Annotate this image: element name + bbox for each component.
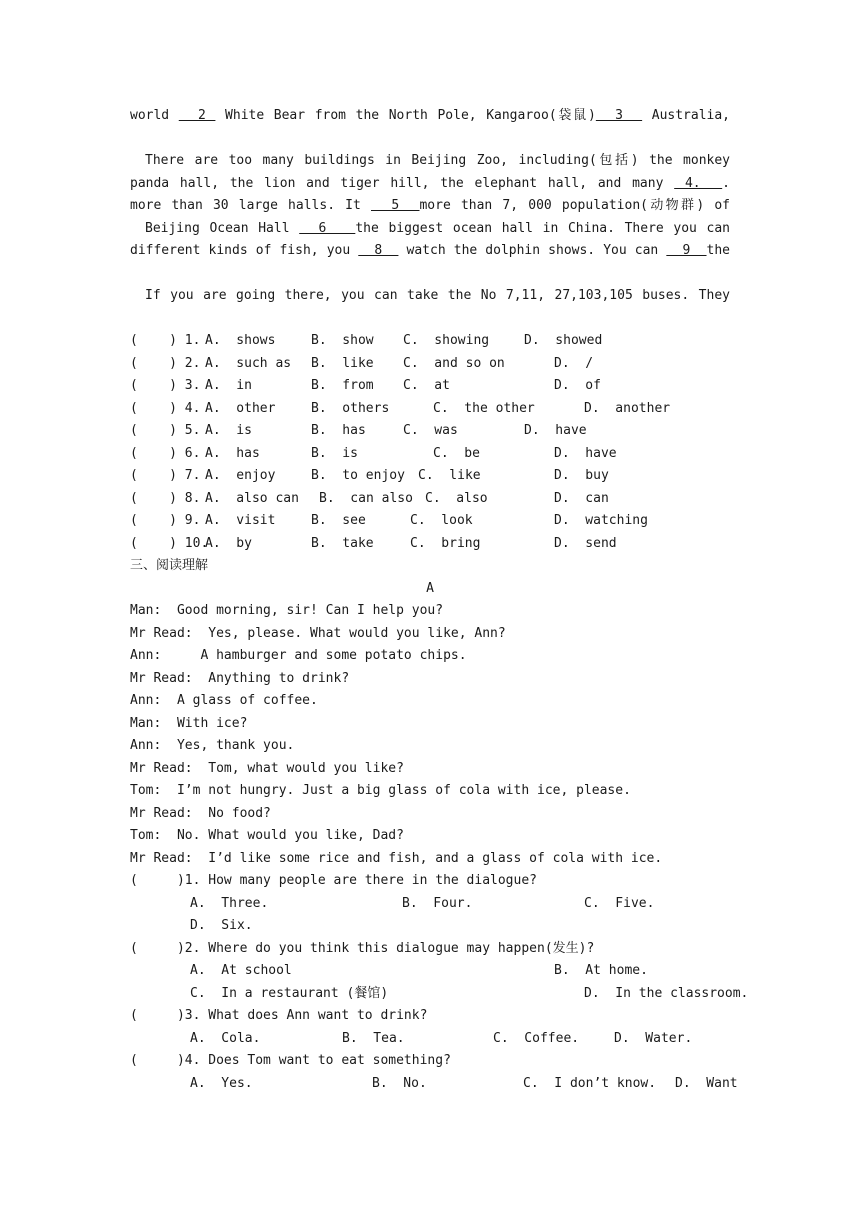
question-number: ( ) 7. (130, 468, 201, 483)
passage-text: the biggest ocean hall in China. There you can (355, 220, 730, 236)
cloze-passage (130, 105, 730, 330)
option-row (130, 1028, 730, 1051)
option-b: B. has (311, 423, 366, 438)
option-row (130, 465, 730, 488)
option-d: D. send (554, 535, 617, 551)
option-row (130, 488, 730, 511)
option-row (130, 420, 730, 443)
option-a: A. visit (205, 513, 276, 528)
dialogue-line: Tom: No. What would you like, Dad? (130, 828, 404, 843)
option-c: C. at (403, 378, 450, 393)
option-c: C. I don’t know. (523, 1075, 657, 1091)
option-c: C. be (433, 445, 480, 461)
option-a: A. has (205, 445, 260, 461)
part-label: A (426, 580, 434, 596)
option-row (130, 510, 730, 533)
option-row (130, 353, 730, 376)
option-b: B. see (311, 513, 366, 528)
option-a: A. is (205, 423, 252, 438)
passage-text: Australia, (651, 108, 730, 123)
option-d: D. of (554, 378, 601, 393)
question-number: ( ) 8. (130, 490, 201, 506)
option-a: A. Cola. (190, 1030, 261, 1046)
option-a: A. such as (205, 355, 292, 371)
passage-line (130, 173, 730, 196)
passage-text: more than 30 large halls. It (130, 198, 371, 213)
blank-9: 9 (666, 243, 707, 258)
option-a: A. At school (190, 963, 292, 978)
dialogue-line: Man: Good morning, sir! Can I help you? (130, 603, 444, 618)
option-d: D. Water. (614, 1030, 693, 1046)
option-c: C. also (425, 490, 488, 506)
passage-text: If you are going there, you can take the No 7,11, 27,103,105 buses. They (145, 288, 730, 303)
dialogue-line: Mr Read: Tom, what would you like? (130, 760, 404, 776)
option-b: B. Tea. (342, 1030, 405, 1046)
dialogue-line: Tom: I’m not hungry. Just a big glass of cola with ice, please. (130, 783, 631, 798)
option-c: C. In a restaurant (餐馆) (190, 985, 389, 1001)
question-number: ( ) 3. (130, 378, 201, 393)
passage-line (130, 128, 730, 151)
option-c: C. showing (403, 333, 490, 348)
passage-text: watch the dolphin shows. You can (398, 243, 667, 258)
dialogue-line: Mr Read: Anything to drink? (130, 670, 350, 686)
option-a: A. enjoy (205, 468, 276, 483)
option-a: A. shows (205, 333, 276, 348)
passage-text: White Bear from the North Pole, Kangaroo(袋鼠) (215, 108, 596, 123)
question-stem: ( )2. Where do you think this dialogue may happen(发生)? (130, 940, 595, 956)
option-row (130, 330, 730, 353)
option-d: D. Want (675, 1075, 738, 1091)
worksheet-page (130, 105, 749, 1095)
question-number: ( ) 4. (130, 400, 201, 416)
option-a: A. by (205, 535, 252, 551)
option-row (130, 893, 730, 916)
passage-text: There are too many buildings in Beijing Zoo, including(包括) the monkey (145, 153, 730, 168)
option-d: D. have (554, 445, 617, 461)
option-c: C. bring (410, 535, 481, 551)
dialogue-line: Ann: Yes, thank you. (130, 738, 295, 753)
passage-text: different kinds of fish, you (130, 243, 359, 258)
question-stem: ( )3. What does Ann want to drink? (130, 1008, 428, 1023)
section-title: 三、阅读理解 (130, 558, 209, 573)
dialogue-line: Ann: A hamburger and some potato chips. (130, 648, 467, 663)
option-d: D. another (584, 400, 671, 416)
reading-questions (130, 870, 749, 1095)
passage-line (130, 263, 730, 286)
dialogue-line: Ann: A glass of coffee. (130, 693, 318, 708)
option-row (130, 960, 730, 983)
blank-2: 2 (178, 108, 216, 123)
option-b: B. others (311, 400, 390, 416)
dialogue-line: Mr Read: I’d like some rice and fish, and a glass of cola with ice. (130, 850, 663, 866)
option-b: B. No. (372, 1075, 427, 1091)
option-b: B. Four. (402, 895, 473, 911)
option-d: D. can (554, 490, 609, 506)
option-c: C. look (410, 513, 473, 528)
passage-line (130, 308, 730, 331)
blank-6: 6 (299, 220, 356, 236)
option-a: A. also can (205, 490, 299, 506)
blank-5: 5 (371, 198, 420, 213)
cloze-options (130, 330, 730, 555)
dialogue (130, 600, 730, 870)
option-d: D. In the classroom. (584, 985, 749, 1001)
option-b: B. is (311, 445, 358, 461)
option-c: C. was (403, 423, 458, 438)
option-row (130, 533, 730, 556)
option-b: B. can also (319, 490, 413, 506)
option-d: D. showed (524, 333, 603, 348)
passage-text: Beijing Ocean Hall (145, 220, 300, 236)
option-d: D. have (524, 423, 587, 438)
option-c: C. and so on (403, 355, 505, 371)
option-row (130, 443, 730, 466)
passage-text: the (706, 243, 730, 258)
question-number: ( ) 10. (130, 535, 209, 551)
passage-text: panda hall, the lion and tiger hill, the elephant hall, and many (130, 175, 675, 191)
passage-line (130, 240, 730, 263)
option-row (130, 1073, 738, 1096)
option-c: C. Five. (584, 895, 655, 911)
option-b: B. take (311, 535, 374, 551)
passage-text: more than 7, 000 population(动物群) of (419, 198, 730, 213)
option-c: C. the other (433, 400, 535, 416)
question-stem: ( )4. Does Tom want to eat something? (130, 1053, 451, 1068)
blank-3: 3 (595, 108, 643, 123)
option-row (130, 983, 749, 1006)
option-b: B. At home. (554, 963, 648, 978)
question-number: ( ) 2. (130, 355, 201, 371)
dialogue-line: Mr Read: No food? (130, 805, 271, 821)
option-c: C. Coffee. (493, 1030, 580, 1046)
passage-text: . (722, 175, 730, 191)
passage-line (130, 218, 730, 241)
option-b: B. like (311, 355, 374, 371)
question-stem: ( )1. How many people are there in the dialogue? (130, 873, 537, 888)
option-b: B. to enjoy (311, 468, 405, 483)
question-number: ( ) 1. (130, 333, 201, 348)
option-row (130, 915, 730, 938)
option-d: D. / (554, 355, 594, 371)
option-c: C. like (418, 468, 481, 483)
question-number: ( ) 6. (130, 445, 201, 461)
option-row (130, 375, 730, 398)
question-number: ( ) 5. (130, 423, 201, 438)
option-b: B. from (311, 378, 374, 393)
passage-line (130, 195, 730, 218)
option-d: D. buy (554, 468, 609, 483)
option-b: B. show (311, 333, 374, 348)
passage-text: world (130, 108, 179, 123)
passage-line (130, 285, 730, 308)
option-a: A. Three. (190, 895, 269, 911)
option-row (130, 398, 730, 421)
passage-line (130, 105, 730, 128)
option-a: A. other (205, 400, 276, 416)
option-a: A. in (205, 378, 252, 393)
option-d: D. Six. (190, 918, 253, 933)
option-a: A. Yes. (190, 1075, 253, 1091)
question-number: ( ) 9. (130, 513, 201, 528)
option-d: D. watching (554, 513, 648, 528)
dialogue-line: Mr Read: Yes, please. What would you like, Ann? (130, 625, 506, 641)
blank-4: 4. (674, 175, 723, 191)
dialogue-line: Man: With ice? (130, 715, 248, 731)
blank-8: 8 (358, 243, 399, 258)
passage-line (130, 150, 730, 173)
